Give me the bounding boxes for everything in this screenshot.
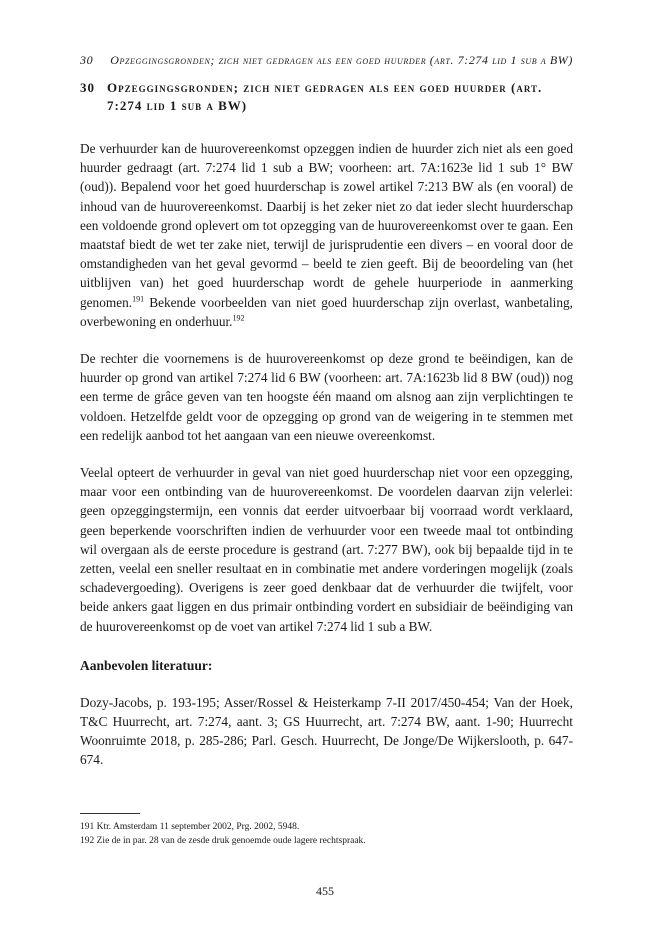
section-title: Opzeggingsgronden; zich niet gedragen als een goed huurder (art. 7:274 lid 1 sub a BW) — [107, 80, 543, 113]
page-body — [80, 52, 573, 770]
paragraph-1 — [80, 139, 573, 331]
section-number: 30 — [80, 80, 95, 95]
paragraph-2: De rechter die voornemens is de huurovereenkomst op deze grond te beëindigen, kan de huurder op grond van artikel 7:274 lid 6 BW (voorheen: art. 7A:1623b lid 8 BW (oud)) nog een terme de grâce geven van ten hoogste één maand om alsnog aan zijn verplichtingen te voldoen. Hetzelfde geldt voor de opzegging op grond van de weigering in te stemmen met een redelijk aanbod tot het aangaan van een nieuwe overeenkomst. — [80, 351, 573, 443]
footnote-ref-191[interactable]: 191 — [132, 294, 145, 304]
footnote-ref-192[interactable]: 192 — [232, 313, 245, 323]
paragraph-1-text-b: Bekende voorbeelden van niet goed huurderschap zijn overlast, wanbetaling, overbewoning en onderhuur. — [80, 294, 573, 329]
literature-heading: Aanbevolen literatuur: — [80, 657, 213, 673]
literature-text: Dozy-Jacobs, p. 193-195; Asser/Rossel & Heisterkamp 7-II 2017/450-454; Van der Hoek, T&C Huurrecht, art. 7:274, aant. 3; GS Huurrecht, art. 7:274 BW, aant. 1-90; Huurrecht Woonruimte 2018, p. 285-286; Parl. Gesch. Huurrecht, De Jonge/De Wijkerslooth, p. 647-674. — [80, 694, 573, 768]
running-head — [80, 52, 573, 69]
running-head-title: Opzeggingsgronden; zich niet gedragen als een goed huurder (art. 7:274 lid 1 sub a BW) — [110, 53, 573, 67]
footnote-192: 192 Zie de in par. 28 van de zesde druk genoemde oude lagere rechtspraak. — [80, 836, 366, 846]
footnote-divider — [80, 813, 140, 814]
section-heading — [80, 79, 573, 115]
running-head-number: 30 — [80, 53, 94, 67]
footnote-191: 191 Ktr. Amsterdam 11 september 2002, Prg. 2002, 5948. — [80, 822, 300, 832]
paragraph-3: Veelal opteert de verhuurder in geval van niet goed huurderschap niet voor een opzegging, maar voor een ontbinding van de huurovereenkomst. De voordelen daarvan zijn velerlei: geen opzeggingstermijn, een vonnis dat eerder uitvoerbaar bij voorraad wordt verklaard, geen beperkende voorschriften indien de verhuurder voor een tweede maal tot ontbinding wil overgaan als de eerste procedure is gestrand (art. 7:277 BW), ook bij bepaalde tijd in te zetten, veelal een sneller resultaat en in combinatie met andere vorderingen mogelijk (zoals schadevergoeding). Overigens is zeer goed denkbaar dat de verhuurder die twijfelt, voor beide ankers gaat liggen en dus primair ontbinding vordert en subsidiair de beëindiging van de huurovereenkomst op de voet van artikel 7:274 lid 1 sub a BW. — [80, 465, 573, 634]
footnotes — [80, 813, 573, 848]
paragraph-1-text: De verhuurder kan de huurovereenkomst opzeggen indien de huurder zich niet als een goed huurder gedraagt (art. 7:274 lid 1 sub a BW; voorheen: art. 7A:1623e lid 1 sub 1° BW (oud)). Bepalend voor het goed huurderschap is zowel artikel 7:213 BW als (en vooral) de inhoud van de huurovereenkomst. Daarbij is het zeker niet zo dat ieder slecht huurderschap een voldoende grond oplevert om tot opzegging van de huurovereenkomst over te gaan. Een maatstaf biedt de wet ter zake niet, terwijl de jurisprudentie een divers – en vooral door de omstandigheden van het geval gevormd – beeld te zien geeft. Bij de beoordeling van (het uitblijven van) het goed huurderschap wordt de gehele huurperiode in aanmerking genomen. — [80, 141, 573, 310]
page-number: 455 — [316, 884, 334, 898]
